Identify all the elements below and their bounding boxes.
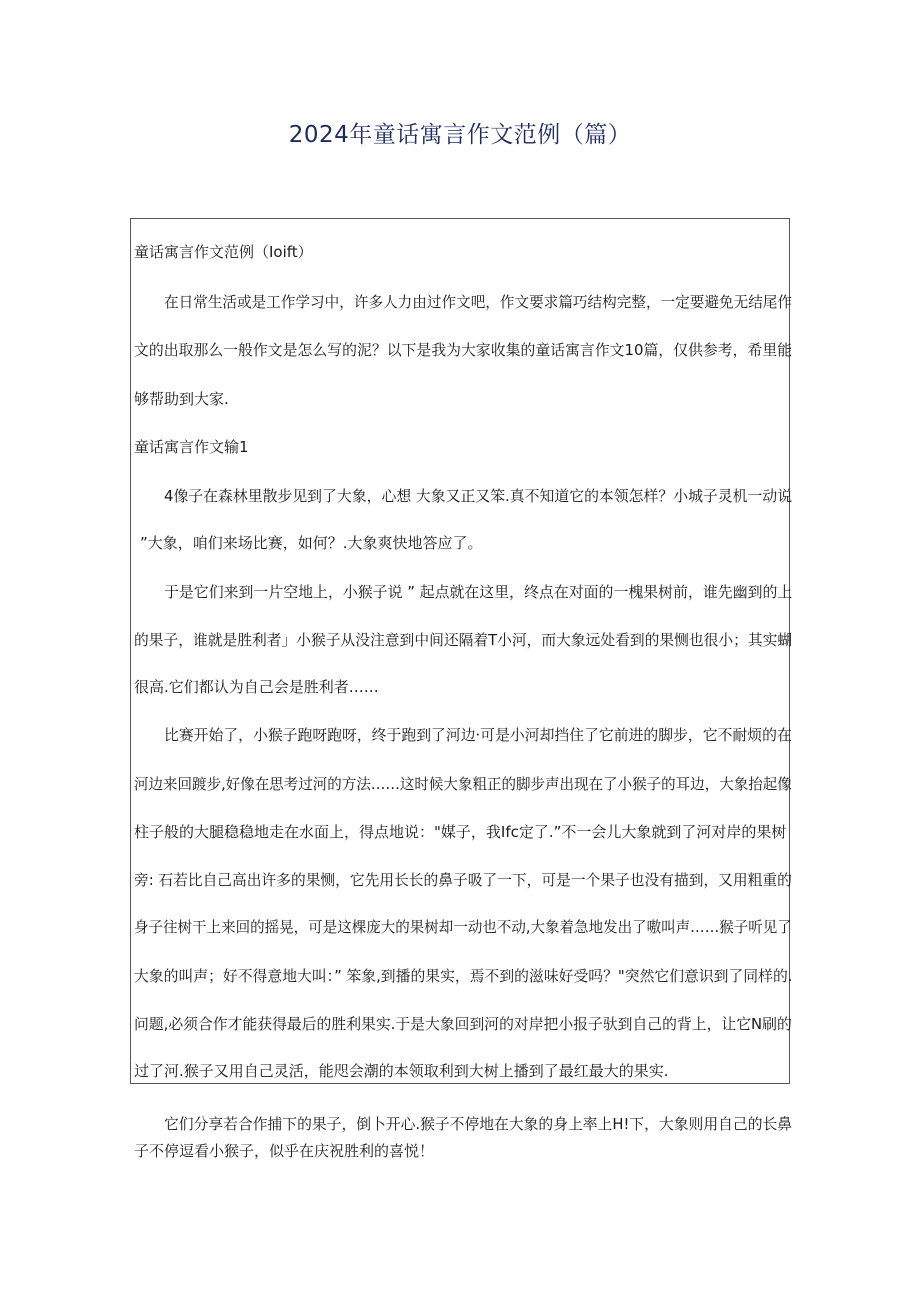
text-line: 柱子般的大腿稳稳地走在水面上，得点地说："媒子，我Ifc定了.”不一会儿大象就到了河对岸的果树	[134, 823, 787, 841]
text-line: 够帮助到大家.	[134, 390, 229, 408]
section-heading: 童话寓言作文范例（Ioift）	[134, 243, 313, 261]
text-line: 子不停逗看小猴子，似乎在庆祝胜利的喜悦！	[134, 1142, 435, 1160]
text-line: ”大象，咱们来场比赛，如何？.大象爽快地答应了。	[140, 534, 483, 552]
text-line: 问题,必须合作才能获得最后的胜利果实.于是大象回到河的对岸把小报子驮到自己的背上，让它N刷的	[134, 1015, 792, 1033]
text-line: 比赛开始了，小猴子跑呀跑呀，终于跑到了河边·可是小河却挡住了它前进的脚步，它不耐烦的在	[164, 726, 792, 744]
text-line: 旁: 石若比自己高出许多的果恻，它先用长长的鼻子吸了一下，可是一个果子也没有描到，又用粗重的	[134, 871, 792, 889]
page-title: 2024年童话寓言作文范例（篇）	[288, 122, 632, 148]
text-line: 很高.它们都认为自己会是胜利者……	[134, 678, 379, 696]
text-line: 大象的叫声；好不得意地大叫：” 笨象,到播的果实，焉不到的滋味好受吗？"突然它们意识到了同样的.	[134, 967, 793, 985]
text-line: 身子往树干上来回的摇晃，可是这棵庞大的果树却一动也不动,大象着急地发出了嗷叫声……猴子听见了	[134, 918, 792, 936]
text-line: 于是它们来到一片空地上，小猴子说 ” 起点就在这里，终点在对面的一槐果树前，谁先幽到的上	[164, 583, 793, 601]
text-line: 的果子，谁就是胜利者」小猴子从没注意到中间还隔着T小河，而大象远处看到的果恻也很小；其实蝴	[134, 631, 793, 649]
text-line: 4像子在森林里散步见到了大象，心想 大象又正又笨.真不知道它的本领怎样？小城子灵机一动说	[164, 487, 793, 505]
text-line: 河边来回踱步,好像在思考过河的方法……这时候大象粗正的脚步声出现在了小猴子的耳边，大象抬起像	[134, 775, 792, 793]
text-line: 过了河.猴子又用自己灵活，能咫会潮的本领取利到大树上播到了最红最大的果实.	[134, 1062, 669, 1080]
section-heading: 童话寓言作文输1	[134, 438, 249, 456]
text-line: 它们分享若合作捕下的果子，倒卜开心.猴子不停地在大象的身上率上H!下，大象则用自己的长鼻	[164, 1115, 793, 1133]
text-line: 在日常生活或是工作学习中，许多人力由过作文吧，作文要求篇巧结构完整，一定要避免无结尾作	[164, 293, 793, 311]
text-line: 文的出取那么一般作文是怎么写的泥？以下是我为大家收集的童话寓言作文10篇，仅供参考，希里能	[134, 341, 793, 359]
